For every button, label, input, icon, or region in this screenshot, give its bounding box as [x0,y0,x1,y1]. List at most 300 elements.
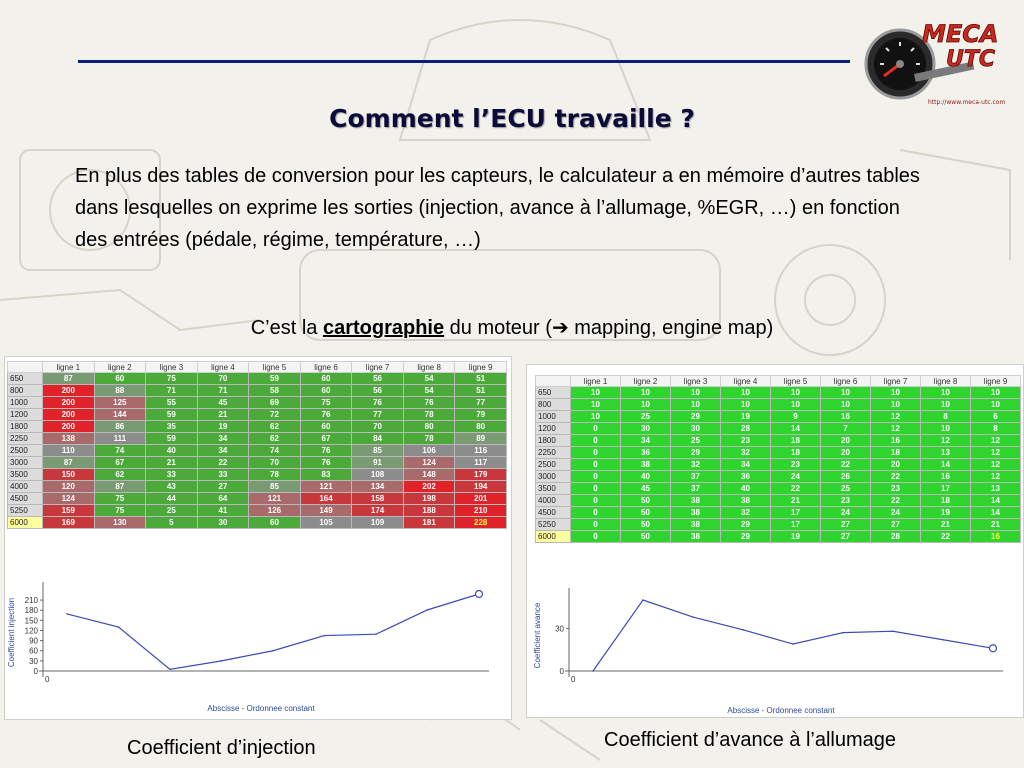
map-value-cell[interactable]: 54 [403,385,455,397]
map-rpm-cell[interactable]: 1200 [536,423,571,435]
map-value-cell[interactable]: 10 [571,411,621,423]
map-value-cell[interactable]: 18 [771,435,821,447]
map-value-cell[interactable]: 38 [621,459,671,471]
map-value-cell[interactable]: 10 [921,399,971,411]
map-value-cell[interactable]: 78 [403,433,455,445]
map-value-cell[interactable]: 20 [821,435,871,447]
map-value-cell[interactable]: 20 [821,447,871,459]
map-value-cell[interactable]: 40 [721,483,771,495]
map-value-cell[interactable]: 12 [971,435,1021,447]
chart-y-label: Coefficient avance [533,602,542,669]
map-rpm-cell[interactable]: 2500 [8,445,43,457]
map-value-cell[interactable]: 27 [197,481,249,493]
map-value-cell[interactable]: 77 [352,409,404,421]
chart-point [742,629,744,631]
map-value-cell[interactable]: 70 [352,421,404,433]
map-column-header[interactable]: ligne 9 [971,376,1021,387]
map-value-cell[interactable]: 27 [821,519,871,531]
map-value-cell[interactable]: 7 [821,423,871,435]
map-column-header[interactable]: ligne 4 [197,362,249,373]
map-value-cell[interactable]: 109 [352,517,404,529]
map-value-cell[interactable]: 108 [352,469,404,481]
map-value-cell[interactable]: 150 [43,469,95,481]
map-value-cell[interactable]: 29 [721,519,771,531]
map-column-header[interactable]: ligne 1 [43,362,95,373]
map-value-cell[interactable]: 14 [921,459,971,471]
map-value-cell[interactable]: 200 [43,385,95,397]
map-value-cell[interactable]: 124 [403,457,455,469]
map-value-cell[interactable]: 10 [821,399,871,411]
map-value-cell[interactable]: 32 [721,447,771,459]
map-value-cell[interactable]: 85 [249,481,301,493]
injection-map-panel [4,356,512,720]
map-rpm-cell[interactable]: 2250 [536,447,571,459]
map-value-cell[interactable]: 58 [249,385,301,397]
map-rpm-cell[interactable]: 800 [8,385,43,397]
map-value-cell[interactable]: 12 [871,411,921,423]
map-row [536,531,1021,543]
map-value-cell[interactable]: 110 [43,445,95,457]
map-value-cell[interactable]: 10 [721,387,771,399]
map-value-cell[interactable]: 0 [571,447,621,459]
map-value-cell[interactable]: 0 [571,507,621,519]
map-value-cell[interactable]: 72 [249,409,301,421]
map-value-cell[interactable]: 60 [300,385,352,397]
map-value-cell[interactable]: 33 [197,469,249,481]
map-value-cell[interactable]: 76 [352,397,404,409]
map-value-cell[interactable]: 117 [455,457,507,469]
map-value-cell[interactable]: 34 [621,435,671,447]
map-value-cell[interactable]: 80 [403,421,455,433]
map-value-cell[interactable]: 26 [821,471,871,483]
map-value-cell[interactable]: 22 [197,457,249,469]
map-value-cell[interactable]: 19 [771,531,821,543]
map-value-cell[interactable]: 126 [249,505,301,517]
map-value-cell[interactable]: 35 [146,421,198,433]
map-value-cell[interactable]: 10 [771,387,821,399]
map-rpm-cell[interactable]: 2500 [536,459,571,471]
map-value-cell[interactable]: 91 [352,457,404,469]
map-value-cell[interactable]: 75 [94,493,146,505]
map-value-cell[interactable]: 130 [94,517,146,529]
map-column-header[interactable]: ligne 2 [621,376,671,387]
map-value-cell[interactable]: 37 [671,471,721,483]
map-value-cell[interactable]: 10 [571,387,621,399]
map-value-cell[interactable]: 32 [721,507,771,519]
map-value-cell[interactable]: 87 [43,373,95,385]
map-column-header[interactable]: ligne 8 [921,376,971,387]
map-column-header[interactable]: ligne 6 [821,376,871,387]
map-value-cell[interactable]: 67 [94,457,146,469]
map-column-header[interactable]: ligne 8 [403,362,455,373]
map-value-cell[interactable]: 25 [621,411,671,423]
map-value-cell[interactable]: 13 [971,483,1021,495]
map-value-cell[interactable]: 38 [671,495,721,507]
map-value-cell[interactable]: 23 [721,435,771,447]
map-value-cell[interactable]: 25 [671,435,721,447]
map-value-cell[interactable]: 174 [352,505,404,517]
map-value-cell[interactable]: 188 [403,505,455,517]
map-rpm-cell[interactable]: 3500 [536,483,571,495]
map-value-cell[interactable]: 59 [146,433,198,445]
map-value-cell[interactable]: 181 [403,517,455,529]
map-value-cell[interactable]: 228 [455,517,507,529]
map-value-cell[interactable]: 59 [146,409,198,421]
map-column-header[interactable]: ligne 1 [571,376,621,387]
map-value-cell[interactable]: 36 [621,447,671,459]
map-row [536,471,1021,483]
map-value-cell[interactable]: 51 [455,385,507,397]
map-value-cell[interactable]: 85 [352,445,404,457]
map-value-cell[interactable]: 75 [94,505,146,517]
map-value-cell[interactable]: 12 [971,471,1021,483]
map-column-header[interactable]: ligne 3 [671,376,721,387]
map-value-cell[interactable]: 179 [455,469,507,481]
map-value-cell[interactable]: 24 [821,507,871,519]
map-value-cell[interactable]: 148 [403,469,455,481]
map-rpm-cell[interactable]: 1000 [536,411,571,423]
map-value-cell[interactable]: 62 [249,421,301,433]
map-value-cell[interactable]: 0 [571,471,621,483]
map-value-cell[interactable]: 30 [197,517,249,529]
map-value-cell[interactable]: 200 [43,397,95,409]
map-row [8,481,507,493]
map-value-cell[interactable]: 74 [249,445,301,457]
map-value-cell[interactable]: 21 [771,495,821,507]
map-value-cell[interactable]: 78 [249,469,301,481]
map-value-cell[interactable]: 16 [921,471,971,483]
map-value-cell[interactable]: 27 [871,519,921,531]
map-value-cell[interactable]: 125 [94,397,146,409]
map-value-cell[interactable]: 14 [771,423,821,435]
map-value-cell[interactable]: 24 [771,471,821,483]
map-value-cell[interactable]: 74 [94,445,146,457]
advance-map-panel [526,364,1024,718]
map-rpm-cell[interactable]: 4500 [536,507,571,519]
map-column-header[interactable]: ligne 7 [871,376,921,387]
map-value-cell[interactable]: 0 [571,495,621,507]
map-value-cell[interactable]: 54 [403,373,455,385]
map-value-cell[interactable]: 29 [671,447,721,459]
map-value-cell[interactable]: 28 [721,423,771,435]
map-value-cell[interactable]: 158 [352,493,404,505]
map-column-header[interactable]: ligne 3 [146,362,198,373]
map-value-cell[interactable]: 50 [621,519,671,531]
map-value-cell[interactable]: 44 [146,493,198,505]
map-value-cell[interactable]: 105 [300,517,352,529]
map-value-cell[interactable]: 18 [771,447,821,459]
map-value-cell[interactable]: 106 [403,445,455,457]
map-value-cell[interactable]: 120 [43,481,95,493]
map-value-cell[interactable]: 45 [621,483,671,495]
map-value-cell[interactable]: 87 [43,457,95,469]
map-rpm-cell[interactable]: 6000 [8,517,43,529]
map-value-cell[interactable]: 10 [671,387,721,399]
map-value-cell[interactable]: 10 [971,387,1021,399]
map-rpm-cell[interactable]: 1000 [8,397,43,409]
map-value-cell[interactable]: 34 [197,433,249,445]
map-value-cell[interactable]: 60 [94,373,146,385]
map-row [8,433,507,445]
map-value-cell[interactable]: 50 [621,531,671,543]
map-value-cell[interactable]: 10 [871,399,921,411]
map-value-cell[interactable]: 79 [455,409,507,421]
map-value-cell[interactable]: 198 [403,493,455,505]
map-value-cell[interactable]: 71 [146,385,198,397]
map-value-cell[interactable]: 5 [146,517,198,529]
map-value-cell[interactable]: 76 [300,457,352,469]
map-value-cell[interactable]: 10 [871,387,921,399]
map-value-cell[interactable]: 16 [821,411,871,423]
map-rpm-cell[interactable]: 4000 [536,495,571,507]
map-value-cell[interactable]: 12 [971,447,1021,459]
map-value-cell[interactable]: 76 [403,397,455,409]
map-value-cell[interactable]: 83 [300,469,352,481]
map-value-cell[interactable]: 134 [352,481,404,493]
map-value-cell[interactable]: 17 [771,507,821,519]
advance-caption: Coefficient d’avance à l’allumage [604,729,897,751]
map-value-cell[interactable]: 62 [94,469,146,481]
map-value-cell[interactable]: 9 [771,411,821,423]
map-value-cell[interactable]: 78 [403,409,455,421]
map-value-cell[interactable]: 25 [146,505,198,517]
map-value-cell[interactable]: 64 [197,493,249,505]
chart-y-tick-label: 0 [33,667,38,676]
map-column-header[interactable]: ligne 4 [721,376,771,387]
map-value-cell[interactable]: 27 [821,531,871,543]
map-value-cell[interactable]: 164 [300,493,352,505]
map-value-cell[interactable]: 10 [621,399,671,411]
map-value-cell[interactable]: 19 [921,507,971,519]
map-value-cell[interactable]: 202 [403,481,455,493]
map-value-cell[interactable]: 116 [455,445,507,457]
map-column-header[interactable]: ligne 7 [352,362,404,373]
map-column-header[interactable]: ligne 2 [94,362,146,373]
map-value-cell[interactable]: 12 [921,435,971,447]
map-value-cell[interactable]: 201 [455,493,507,505]
map-value-cell[interactable]: 70 [249,457,301,469]
map-value-cell[interactable]: 10 [571,399,621,411]
map-value-cell[interactable]: 124 [43,493,95,505]
map-value-cell[interactable]: 0 [571,519,621,531]
map-value-cell[interactable]: 37 [671,483,721,495]
map-column-header[interactable]: ligne 6 [300,362,352,373]
map-value-cell[interactable]: 34 [197,445,249,457]
map-value-cell[interactable]: 87 [94,481,146,493]
map-value-cell[interactable]: 200 [43,409,95,421]
map-value-cell[interactable]: 36 [721,471,771,483]
map-column-header[interactable]: ligne 5 [249,362,301,373]
map-value-cell[interactable]: 89 [455,433,507,445]
map-value-cell[interactable]: 55 [146,397,198,409]
map-value-cell[interactable]: 60 [249,517,301,529]
map-value-cell[interactable]: 20 [871,459,921,471]
map-rpm-cell[interactable]: 1800 [8,421,43,433]
map-rpm-cell[interactable]: 4500 [8,493,43,505]
map-value-cell[interactable]: 13 [921,447,971,459]
map-value-cell[interactable]: 121 [249,493,301,505]
map-value-cell[interactable]: 22 [821,459,871,471]
map-value-cell[interactable]: 69 [249,397,301,409]
map-value-cell[interactable]: 76 [300,445,352,457]
map-value-cell[interactable]: 59 [249,373,301,385]
map-value-cell[interactable]: 21 [146,457,198,469]
map-value-cell[interactable]: 80 [455,421,507,433]
map-value-cell[interactable]: 86 [94,421,146,433]
map-rpm-cell[interactable]: 3500 [8,469,43,481]
map-value-cell[interactable]: 51 [455,373,507,385]
map-value-cell[interactable]: 56 [352,385,404,397]
map-value-cell[interactable]: 22 [871,495,921,507]
map-value-cell[interactable]: 0 [571,459,621,471]
map-value-cell[interactable]: 16 [871,435,921,447]
map-value-cell[interactable]: 30 [621,423,671,435]
map-value-cell[interactable]: 23 [821,495,871,507]
map-rpm-cell[interactable]: 4000 [8,481,43,493]
map-value-cell[interactable]: 29 [671,411,721,423]
map-value-cell[interactable]: 40 [146,445,198,457]
map-value-cell[interactable]: 0 [571,435,621,447]
map-column-header[interactable]: ligne 5 [771,376,821,387]
map-value-cell[interactable]: 111 [94,433,146,445]
map-value-cell[interactable]: 60 [300,373,352,385]
map-value-cell[interactable]: 10 [621,387,671,399]
map-value-cell[interactable]: 38 [721,495,771,507]
map-rpm-cell[interactable]: 5250 [8,505,43,517]
map-value-cell[interactable]: 0 [571,423,621,435]
map-value-cell[interactable]: 23 [871,483,921,495]
map-value-cell[interactable]: 24 [871,507,921,519]
map-rpm-cell[interactable]: 6000 [536,531,571,543]
map-value-cell[interactable]: 43 [146,481,198,493]
map-value-cell[interactable]: 88 [94,385,146,397]
map-column-header[interactable]: ligne 9 [455,362,507,373]
map-rpm-cell[interactable]: 800 [536,399,571,411]
map-value-cell[interactable]: 159 [43,505,95,517]
map-value-cell[interactable]: 62 [249,433,301,445]
map-value-cell[interactable]: 210 [455,505,507,517]
map-value-cell[interactable]: 41 [197,505,249,517]
map-value-cell[interactable]: 71 [197,385,249,397]
map-value-cell[interactable]: 38 [671,519,721,531]
map-value-cell[interactable]: 8 [921,411,971,423]
map-value-cell[interactable]: 17 [771,519,821,531]
map-value-cell[interactable]: 6 [971,411,1021,423]
map-value-cell[interactable]: 10 [921,387,971,399]
map-value-cell[interactable]: 70 [197,373,249,385]
map-value-cell[interactable]: 19 [721,411,771,423]
map-value-cell[interactable]: 21 [921,519,971,531]
carto-mid: du moteur ( [444,317,552,339]
map-value-cell[interactable]: 121 [300,481,352,493]
map-value-cell[interactable]: 0 [571,531,621,543]
map-rpm-cell[interactable]: 5250 [536,519,571,531]
map-rpm-cell[interactable]: 1800 [536,435,571,447]
map-value-cell[interactable]: 12 [871,423,921,435]
map-value-cell[interactable]: 21 [197,409,249,421]
map-value-cell[interactable]: 138 [43,433,95,445]
map-value-cell[interactable]: 45 [197,397,249,409]
injection-map-table[interactable] [7,361,507,529]
map-value-cell[interactable]: 76 [300,409,352,421]
chart-y-tick-label: 30 [29,656,38,666]
map-value-cell[interactable]: 194 [455,481,507,493]
map-value-cell[interactable]: 77 [455,397,507,409]
map-value-cell[interactable]: 33 [146,469,198,481]
map-value-cell[interactable]: 10 [971,399,1021,411]
map-value-cell[interactable]: 38 [671,507,721,519]
map-value-cell[interactable]: 67 [300,433,352,445]
map-value-cell[interactable]: 8 [971,423,1021,435]
map-value-cell[interactable]: 75 [300,397,352,409]
map-value-cell[interactable]: 60 [300,421,352,433]
map-value-cell[interactable]: 50 [621,495,671,507]
map-value-cell[interactable]: 40 [621,471,671,483]
map-value-cell[interactable]: 10 [771,399,821,411]
map-value-cell[interactable]: 29 [721,531,771,543]
chart-point [66,613,68,615]
map-rpm-cell[interactable]: 1200 [8,409,43,421]
chart-y-tick-label: 30 [555,624,564,634]
map-rpm-cell[interactable]: 3000 [536,471,571,483]
map-value-cell[interactable]: 22 [871,471,921,483]
header-rule [78,60,850,63]
map-rpm-cell[interactable]: 650 [536,387,571,399]
map-value-cell[interactable]: 169 [43,517,95,529]
map-value-cell[interactable]: 14 [971,495,1021,507]
map-value-cell[interactable]: 10 [921,423,971,435]
map-rpm-cell[interactable]: 3000 [8,457,43,469]
map-value-cell[interactable]: 10 [671,399,721,411]
map-value-cell[interactable]: 19 [197,421,249,433]
map-rpm-cell[interactable]: 650 [8,373,43,385]
map-value-cell[interactable]: 28 [871,531,921,543]
map-row [536,459,1021,471]
map-value-cell[interactable]: 30 [671,423,721,435]
chart-y-tick-label: 90 [29,636,38,646]
map-value-cell[interactable]: 12 [971,459,1021,471]
map-value-cell[interactable]: 10 [821,387,871,399]
map-value-cell[interactable]: 18 [921,495,971,507]
map-value-cell[interactable]: 23 [771,459,821,471]
map-row [8,373,507,385]
map-value-cell[interactable]: 10 [721,399,771,411]
map-value-cell[interactable]: 50 [621,507,671,519]
map-value-cell[interactable]: 200 [43,421,95,433]
map-value-cell[interactable]: 17 [921,483,971,495]
map-value-cell[interactable]: 18 [871,447,921,459]
map-value-cell[interactable]: 32 [671,459,721,471]
map-value-cell[interactable]: 38 [671,531,721,543]
map-value-cell[interactable]: 0 [571,483,621,495]
map-value-cell[interactable]: 16 [971,531,1021,543]
map-value-cell[interactable]: 22 [921,531,971,543]
map-value-cell[interactable]: 75 [146,373,198,385]
map-value-cell[interactable]: 56 [352,373,404,385]
map-value-cell[interactable]: 149 [300,505,352,517]
map-value-cell[interactable]: 25 [821,483,871,495]
chart-point [942,639,944,641]
map-value-cell[interactable]: 21 [971,519,1021,531]
map-value-cell[interactable]: 34 [721,459,771,471]
map-rpm-cell[interactable]: 2250 [8,433,43,445]
map-value-cell[interactable]: 22 [771,483,821,495]
map-value-cell[interactable]: 14 [971,507,1021,519]
logo-text-utc: UTC [946,47,996,72]
map-value-cell[interactable]: 84 [352,433,404,445]
advance-map-table[interactable] [535,375,1021,543]
map-value-cell[interactable]: 144 [94,409,146,421]
